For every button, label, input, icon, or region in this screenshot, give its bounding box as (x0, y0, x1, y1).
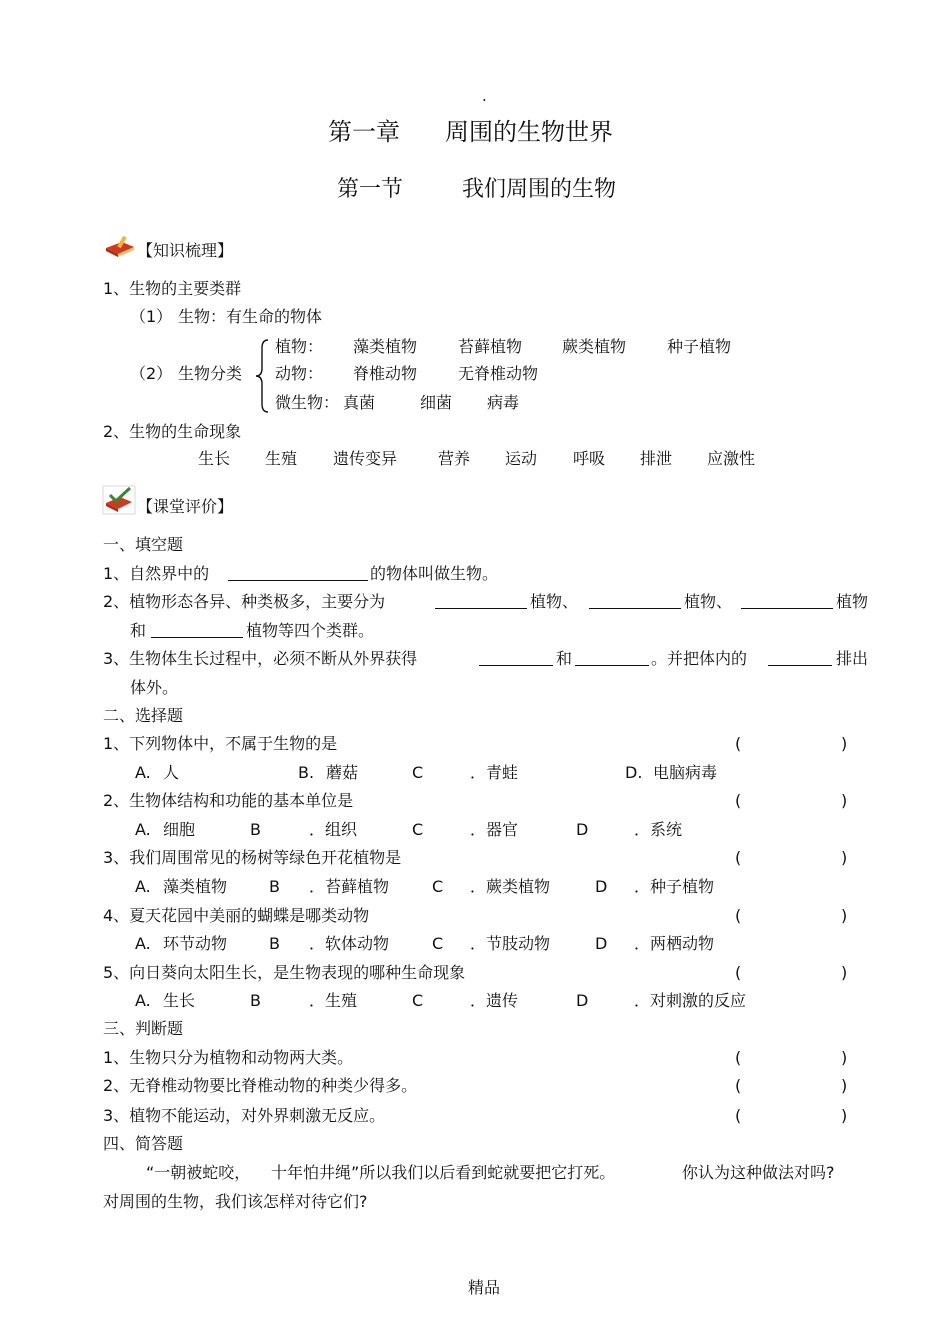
judge-item-2-paren-close: ) (841, 1076, 848, 1095)
choice-q1-paren-open: ( (735, 734, 742, 753)
micro-type-bacteria: 细菌 (420, 393, 453, 412)
evaluation-heading: 【课堂评价】 (137, 497, 234, 516)
phenomenon-respiration: 呼吸 (573, 449, 606, 468)
short-line1-b: 十年怕井绳”所以我们以后看到蛇就要把它打死。 (271, 1163, 616, 1182)
choice-q2-opt-c-letter: C (412, 820, 424, 839)
choice-q1-opt-c[interactable]: ．青蛙 (470, 763, 519, 782)
phenomenon-heredity: 遗传变异 (333, 449, 398, 468)
knowledge-item-1: 1、生物的主要类群 (103, 279, 242, 298)
choice-q1-opt-b-letter: B. (298, 763, 315, 782)
choice-q3: 3、我们周围常见的杨树等绿色开花植物是 (103, 848, 402, 867)
fill-q1-prefix: 1、自然界中的 (103, 564, 210, 583)
choice-q5-paren-open: ( (735, 963, 742, 982)
choice-q4-opt-d-letter: D (595, 934, 608, 953)
choice-q2: 2、生物体结构和功能的基本单位是 (103, 791, 354, 810)
judge-item-2-paren-open: ( (735, 1076, 742, 1095)
fill-q3-blank-2[interactable] (575, 649, 649, 666)
fill-q3-text-c: 。并把体内的 (651, 649, 748, 668)
footer-label: 精品 (468, 1278, 501, 1297)
plant-type-algae: 藻类植物 (353, 337, 418, 356)
short-line1-a: “一朝被蛇咬， (146, 1163, 251, 1182)
choice-q4-opt-c-letter: C (432, 934, 444, 953)
choice-q5-opt-d-letter: D (576, 991, 589, 1010)
choice-q4-paren-close: ) (841, 906, 848, 925)
choice-q3-opt-a[interactable]: 藻类植物 (163, 877, 228, 896)
fill-q1-suffix: 的物体叫做生物。 (370, 564, 499, 583)
fill-q2-blank-2[interactable] (589, 592, 681, 609)
choice-q1-opt-d[interactable]: 电脑病毒 (653, 763, 718, 782)
judge-item-3-paren-close: ) (841, 1106, 848, 1125)
choice-q3-opt-c-letter: C (432, 877, 444, 896)
animal-type-vertebrate: 脊椎动物 (353, 364, 418, 383)
header-dot: . (482, 87, 487, 105)
classification-brace (254, 338, 272, 414)
phenomenon-nutrition: 营养 (438, 449, 471, 468)
phenomenon-irritability: 应激性 (707, 449, 756, 468)
plant-type-seed: 种子植物 (667, 337, 732, 356)
choice-q2-opt-a-letter: A. (135, 820, 151, 839)
phenomenon-movement: 运动 (505, 449, 538, 468)
choice-q3-opt-d-letter: D (595, 877, 608, 896)
choice-q2-opt-b-letter: B (250, 820, 261, 839)
judge-item-3-paren-open: ( (735, 1106, 742, 1125)
fill-q2-text-d: 植物 (836, 592, 869, 611)
choice-q2-opt-d[interactable]: ．系统 (634, 820, 683, 839)
judge-item-1-paren-close: ) (841, 1048, 848, 1067)
phenomenon-reproduction: 生殖 (265, 449, 298, 468)
sub1-number: （1） (130, 307, 173, 326)
choice-q1-opt-c-letter: C (412, 763, 424, 782)
phenomenon-excretion: 排泄 (640, 449, 673, 468)
fill-q3-text-b: 和 (556, 649, 573, 668)
animals-label: 动物： (275, 364, 324, 383)
short-heading: 四、简答题 (103, 1134, 184, 1153)
chapter-title: 周围的生物世界 (445, 118, 613, 146)
fill-q3-text-e: 体外。 (130, 678, 179, 697)
choice-q5: 5、向日葵向太阳生长，是生物表现的哪种生命现象 (103, 963, 466, 982)
choice-q4-opt-b-letter: B (269, 934, 280, 953)
book-pencil-icon (104, 234, 136, 258)
choice-q1-opt-d-letter: D. (625, 763, 643, 782)
judge-heading: 三、判断题 (103, 1019, 184, 1038)
short-line2: 对周围的生物，我们该怎样对待它们? (103, 1192, 368, 1211)
micro-type-virus: 病毒 (487, 393, 520, 412)
fill-q1-blank[interactable] (228, 564, 368, 581)
fill-q3-text-d: 排出 (836, 649, 869, 668)
choice-q4-opt-b[interactable]: ．软体动物 (309, 934, 390, 953)
checkmark-book-icon (102, 485, 136, 515)
fill-q3-blank-3[interactable] (768, 649, 832, 666)
choice-q3-opt-b[interactable]: ．苔藓植物 (309, 877, 390, 896)
judge-item-3: 3、植物不能运动，对外界刺激无反应。 (103, 1106, 386, 1125)
choice-q4: 4、夏天花园中美丽的蝴蝶是哪类动物 (103, 906, 370, 925)
section-title: 我们周围的生物 (462, 177, 617, 202)
judge-item-1-paren-open: ( (735, 1048, 742, 1067)
choice-q5-paren-close: ) (841, 963, 848, 982)
judge-item-1: 1、生物只分为植物和动物两大类。 (103, 1048, 354, 1067)
choice-q2-opt-d-letter: D (576, 820, 589, 839)
chapter-number: 第一章 (328, 118, 400, 146)
choice-q5-opt-c[interactable]: ．遗传 (470, 991, 519, 1010)
choice-q2-opt-c[interactable]: ．器官 (470, 820, 519, 839)
choice-q3-paren-open: ( (735, 848, 742, 867)
choice-q5-opt-d[interactable]: ．对刺激的反应 (634, 991, 747, 1010)
choice-q5-opt-a[interactable]: 生长 (163, 991, 196, 1010)
animal-type-invertebrate: 无脊椎动物 (458, 364, 539, 383)
choice-q5-opt-a-letter: A. (135, 991, 151, 1010)
fill-heading: 一、填空题 (103, 535, 184, 554)
choice-q4-opt-d[interactable]: ．两栖动物 (634, 934, 715, 953)
judge-item-2: 2、无脊椎动物要比脊椎动物的种类少得多。 (103, 1076, 418, 1095)
choice-q1-paren-close: ) (841, 734, 848, 753)
choice-q1: 1、下列物体中，不属于生物的是 (103, 734, 338, 753)
choice-q1-opt-a-letter: A. (135, 763, 151, 782)
choice-q1-opt-a[interactable]: 人 (163, 763, 180, 782)
choice-q3-opt-c[interactable]: ．蕨类植物 (470, 877, 551, 896)
sub2-number: （2） (130, 364, 173, 383)
sub1-text: 生物：有生命的物体 (178, 307, 323, 326)
section-number: 第一节 (337, 177, 404, 202)
choice-q2-paren-open: ( (735, 791, 742, 810)
fill-q3-prefix: 3、生物体生长过程中，必须不断从外界获得 (103, 649, 418, 668)
fill-q2-text-b: 植物、 (530, 592, 579, 611)
sub2-text: 生物分类 (178, 364, 243, 383)
choice-q3-opt-b-letter: B (269, 877, 280, 896)
choice-q5-opt-b[interactable]: ．生殖 (309, 991, 358, 1010)
plant-type-fern: 蕨类植物 (562, 337, 627, 356)
choice-q2-opt-a[interactable]: 细胞 (163, 820, 196, 839)
knowledge-item-2: 2、生物的生命现象 (103, 422, 242, 441)
fill-q2-text-f: 植物等四个类群。 (246, 621, 375, 640)
knowledge-heading: 【知识梳理】 (137, 241, 234, 260)
choice-q3-opt-d[interactable]: ．种子植物 (634, 877, 715, 896)
choice-q4-opt-a-letter: A. (135, 934, 151, 953)
choice-q4-opt-a[interactable]: 环节动物 (163, 934, 228, 953)
micro-label: 微生物： (275, 393, 340, 412)
choice-q5-opt-c-letter: C (412, 991, 424, 1010)
short-line1-c: 你认为这种做法对吗? (682, 1163, 835, 1182)
choice-q3-opt-a-letter: A. (135, 877, 151, 896)
choice-heading: 二、选择题 (103, 706, 184, 725)
fill-q3-blank-1[interactable] (479, 649, 553, 666)
fill-q2-blank-3[interactable] (741, 592, 833, 609)
plants-label: 植物： (275, 337, 324, 356)
plant-type-moss: 苔藓植物 (458, 337, 523, 356)
fill-q2-prefix: 2、植物形态各异、种类极多，主要分为 (103, 592, 386, 611)
choice-q2-opt-b[interactable]: ．组织 (309, 820, 358, 839)
fill-q2-text-e: 和 (130, 621, 147, 640)
choice-q3-paren-close: ) (841, 848, 848, 867)
fill-q2-blank-4[interactable] (151, 621, 243, 638)
choice-q5-opt-b-letter: B (250, 991, 261, 1010)
phenomenon-growth: 生长 (198, 449, 231, 468)
choice-q1-opt-b[interactable]: 蘑菇 (326, 763, 359, 782)
choice-q2-paren-close: ) (841, 791, 848, 810)
choice-q4-opt-c[interactable]: ．节肢动物 (470, 934, 551, 953)
choice-q4-paren-open: ( (735, 906, 742, 925)
fill-q2-blank-1[interactable] (435, 592, 527, 609)
fill-q2-text-c: 植物、 (684, 592, 733, 611)
micro-type-fungi: 真菌 (343, 393, 376, 412)
